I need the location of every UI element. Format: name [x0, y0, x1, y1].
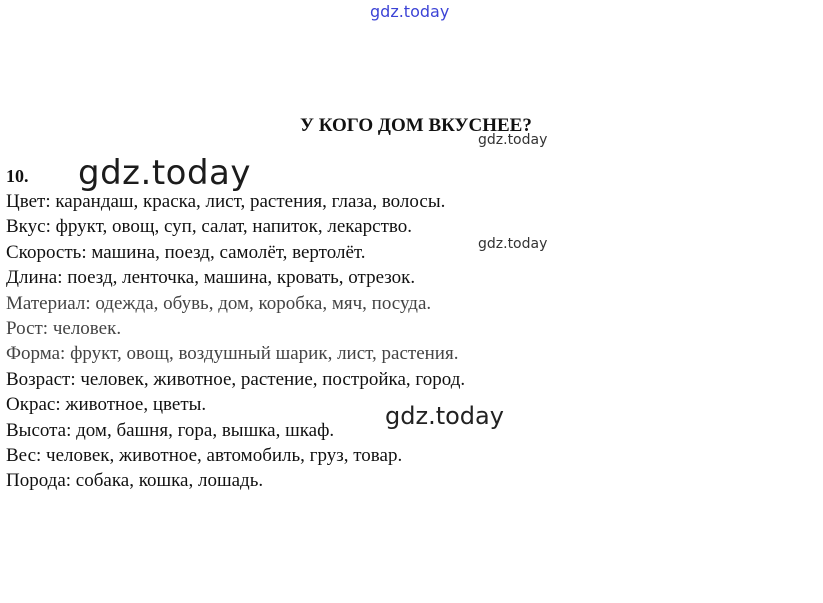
task-number: 10.: [6, 166, 29, 186]
watermark-top: gdz.today: [370, 2, 450, 21]
page-title: У КОГО ДОМ ВКУСНЕЕ?: [300, 115, 532, 136]
answer-line: Скорость: машина, поезд, самолёт, вертолёт.: [6, 241, 366, 263]
answer-line: Рост: человек.: [6, 318, 122, 340]
answer-line: Вес: человек, животное, автомобиль, груз, товар.: [6, 445, 403, 467]
watermark-small-1: gdz.today: [478, 132, 548, 148]
answer-line: Высота: дом, башня, гора, вышка, шкаф.: [6, 419, 335, 441]
answer-line: Длина: поезд, ленточка, машина, кровать, отрезок.: [6, 267, 416, 289]
answer-line: Цвет: карандаш, краска, лист, растения, глаза, волосы.: [6, 191, 446, 212]
answer-line: Возраст: человек, животное, растение, постройка, город.: [6, 368, 466, 390]
watermark-mid: gdz.today: [385, 402, 504, 430]
answer-line: Порода: собака, кошка, лошадь.: [6, 470, 264, 492]
watermark-small-2: gdz.today: [478, 236, 548, 252]
answer-list: [6, 189, 465, 494]
answer-line: Форма: фрукт, овощ, воздушный шарик, лист, растения.: [6, 343, 459, 365]
answer-line: Материал: одежда, обувь, дом, коробка, мяч, посуда.: [6, 292, 432, 314]
answer-line: Вкус: фрукт, овощ, суп, салат, напиток, лекарство.: [6, 216, 412, 238]
answer-line: Окрас: животное, цветы.: [6, 394, 207, 416]
watermark-large: gdz.today: [78, 153, 251, 193]
